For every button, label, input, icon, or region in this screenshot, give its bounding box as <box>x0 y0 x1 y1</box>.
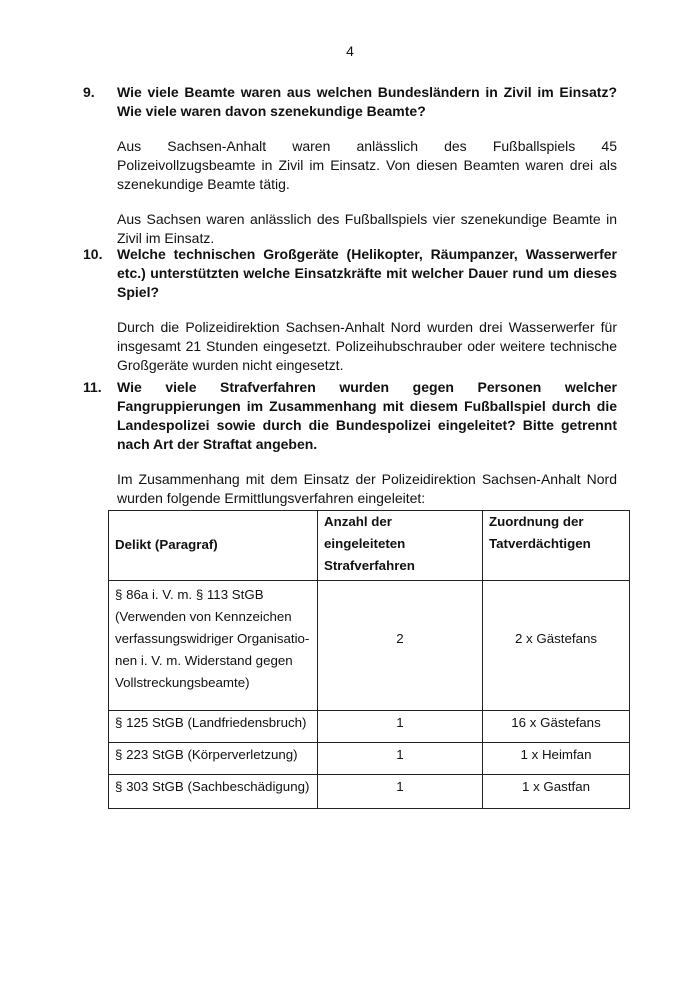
answer-paragraph: Durch die Polizeidirektion Sachsen-Anhalt Nord wurden drei Wasserwerfer für insgesamt 21 Stunden eingesetzt. Polizeihubschrauber oder weitere technische Großgeräte wurden nicht eingesetzt. <box>117 319 617 373</box>
cell-anzahl: 1 <box>318 711 483 743</box>
table-row <box>109 581 630 711</box>
header-anzahl: Anzahl der eingeleiteten Strafverfahren <box>318 511 483 581</box>
table-row <box>109 711 630 743</box>
question-text: Welche technischen Großgeräte (Helikopter, Räumpanzer, Wasserwerfer etc.) unterstützten welche Einsatzkräfte mit welcher Dauer rund um dieses Spiel? <box>117 246 617 300</box>
delikt-line: (Verwenden von Kennzeichen <box>115 609 292 624</box>
table-row <box>109 775 630 809</box>
question-number: 10. <box>83 246 103 262</box>
delikt-line: Vollstreckungsbeamte) <box>115 675 250 690</box>
cell-delikt: § 223 StGB (Körperverletzung) <box>109 743 318 775</box>
cell-anzahl: 1 <box>318 775 483 809</box>
criminal-proceedings-table <box>108 510 630 809</box>
answer-paragraph: Aus Sachsen waren anlässlich des Fußballspiels vier szenekundige Beamte in Zivil im Einsatz. <box>117 211 617 246</box>
page-number: 4 <box>346 43 354 59</box>
header-delikt: Delikt (Paragraf) <box>109 511 318 581</box>
cell-delikt: § 125 StGB (Landfriedensbruch) <box>109 711 318 743</box>
cell-anzahl: 1 <box>318 743 483 775</box>
answer-paragraph: Im Zusammenhang mit dem Einsatz der Polizeidirektion Sachsen-Anhalt Nord wurden folgende Ermittlungsverfahren eingeleitet: <box>117 471 617 506</box>
delikt-line: nen i. V. m. Widerstand gegen <box>115 653 293 668</box>
question-number: 9. <box>83 84 95 100</box>
answer-paragraph: Aus Sachsen-Anhalt waren anlässlich des Fußballspiels 45 Polizeivollzugsbeamte in Zivil im Einsatz. Von diesen Beamten waren drei als szenekundige Beamte tätig. <box>117 138 617 192</box>
cell-zuordnung: 16 x Gästefans <box>483 711 630 743</box>
question-number: 11. <box>83 379 102 395</box>
header-zuordnung: Zuordnung der Tatverdächtigen <box>483 511 630 581</box>
delikt-line: § 86a i. V. m. § 113 StGB <box>115 587 264 602</box>
cell-delikt: § 303 StGB (Sachbeschädigung) <box>109 775 318 809</box>
question-11 <box>83 378 617 508</box>
question-10 <box>83 245 617 375</box>
cell-zuordnung: 1 x Gastfan <box>483 775 630 809</box>
table-row <box>109 743 630 775</box>
cell-delikt <box>109 581 318 711</box>
table-header-row <box>109 511 630 581</box>
cell-zuordnung: 2 x Gästefans <box>483 581 630 711</box>
question-9 <box>83 83 617 248</box>
cell-zuordnung: 1 x Heimfan <box>483 743 630 775</box>
question-text: Wie viele Strafverfahren wurden gegen Personen welcher Fangruppierungen im Zusammenhang mit diesem Fußballspiel durch die Landespolizei sowie durch die Bundespolizei eingeleitet? Bitte getrennt nach Art der Straftat angeben. <box>117 379 617 452</box>
question-text: Wie viele Beamte waren aus welchen Bundesländern in Zivil im Einsatz? Wie viele waren davon szenekundige Beamte? <box>117 84 617 119</box>
delikt-line: verfassungswidriger Organisatio- <box>115 631 310 646</box>
cell-anzahl: 2 <box>318 581 483 711</box>
